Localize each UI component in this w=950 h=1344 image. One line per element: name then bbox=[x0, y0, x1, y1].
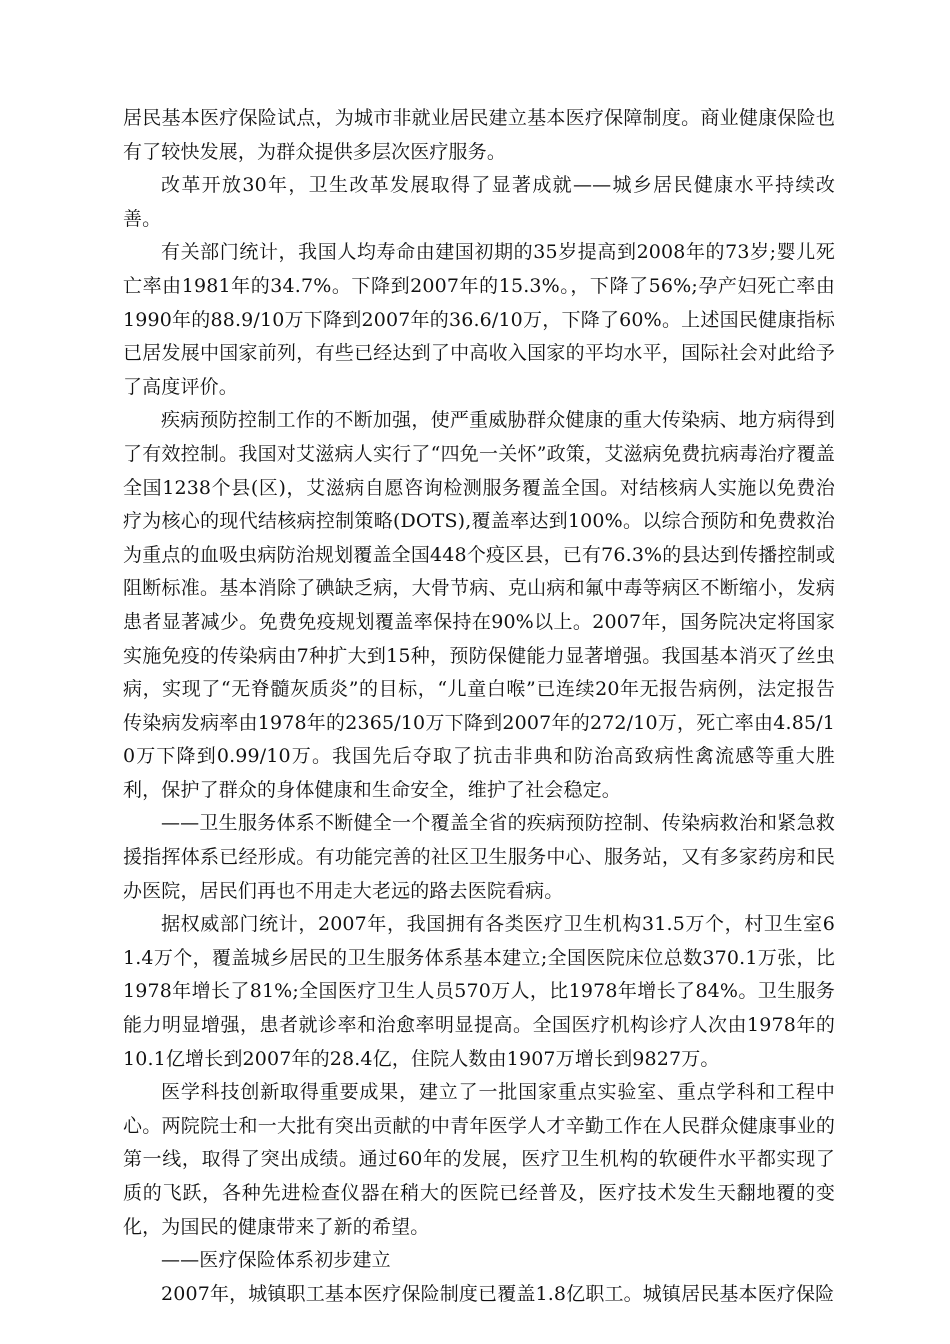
paragraph: 据权威部门统计，2007年，我国拥有各类医疗卫生机构31.5万个，村卫生室61.4万个，覆盖城乡居民的卫生服务体系基本建立;全国医院床位总数370.1万张，比1978年增长了81%;全国医疗卫生人员570万人，比1978年增长了84%。卫生服务能力明显增强，患者就诊率和治愈率明显提高。全国医疗机构诊疗人次由1978年的10.1亿增长到2007年的28.4亿，住院人数由1907万增长到9827万。 bbox=[123, 913, 835, 1070]
paragraph: ——卫生服务体系不断健全一个覆盖全省的疾病预防控制、传染病救治和紧急救援指挥体系已经形成。有功能完善的社区卫生服务中心、服务站，又有多家药房和民办医院，居民们再也不用走大老远的路去医院看病。 bbox=[123, 812, 835, 902]
paragraph: 有关部门统计，我国人均寿命由建国初期的35岁提高到2008年的73岁;婴儿死亡率由1981年的34.7%。下降到2007年的15.3%。，下降了56%;孕产妇死亡率由1990年的88.9/10万下降到2007年的36.6/10万，下降了60%。上述国民健康指标已居发展中国家前列，有些已经达到了中高收入国家的平均水平，国际社会对此给予了高度评价。 bbox=[123, 241, 835, 398]
paragraph: 疾病预防控制工作的不断加强，使严重威胁群众健康的重大传染病、地方病得到了有效控制。我国对艾滋病人实行了“四免一关怀”政策，艾滋病免费抗病毒治疗覆盖全国1238个县(区)，艾滋病自愿咨询检测服务覆盖全国。对结核病人实施以免费治疗为核心的现代结核病控制策略(DOTS),覆盖率达到100%。以综合预防和免费救治为重点的血吸虫病防治规划覆盖全国448个疫区县，已有76.3%的县达到传播控制或阻断标准。基本消除了碘缺乏病，大骨节病、克山病和氟中毒等病区不断缩小，发病患者显著减少。免费免疫规划覆盖率保持在90%以上。2007年，国务院决定将国家实施免疫的传染病由7种扩大到15种，预防保健能力显著增强。我国基本消灭了丝虫病，实现了“无脊髓灰质炎”的目标，“儿童白喉”已连续20年无报告病例，法定报告传染病发病率由1978年的2365/10万下降到2007年的272/10万，死亡率由4.85/10万下降到0.99/10万。我国先后夺取了抗击非典和防治高致病性禽流感等重大胜利，保护了群众的身体健康和生命安全，维护了社会稳定。 bbox=[123, 409, 835, 801]
paragraph: 居民基本医疗保险试点，为城市非就业居民建立基本医疗保障制度。商业健康保险也有了较快发展，为群众提供多层次医疗服务。 bbox=[123, 107, 835, 163]
section-heading: ——医疗保险体系初步建立 bbox=[161, 1249, 391, 1272]
paragraph: 医学科技创新取得重要成果，建立了一批国家重点实验室、重点学科和工程中心。两院院士和一大批有突出贡献的中青年医学人才辛勤工作在人民群众健康事业的第一线，取得了突出成绩。通过60年的发展，医疗卫生机构的软硬件水平都实现了质的飞跃，各种先进检查仪器在稍大的医院已经普及，医疗技术发生天翻地覆的变化，为国民的健康带来了新的希望。 bbox=[123, 1081, 835, 1238]
document-body bbox=[123, 102, 835, 1311]
paragraph: 改革开放30年，卫生改革发展取得了显著成就——城乡居民健康水平持续改善。 bbox=[123, 174, 835, 230]
paragraph: 2007年，城镇职工基本医疗保险制度已覆盖1.8亿职工。城镇居民基本医疗保险 bbox=[161, 1282, 835, 1305]
